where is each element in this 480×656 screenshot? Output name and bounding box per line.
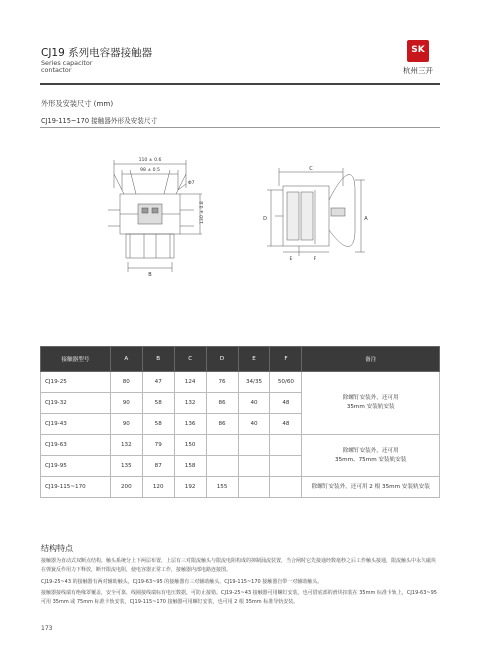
col-header-f: F xyxy=(270,347,302,372)
cell-a: 132 xyxy=(110,435,142,456)
cell-model: CJ19-32 xyxy=(41,393,111,414)
dim-phi7-label: Φ7 xyxy=(188,181,195,186)
cell-e xyxy=(238,456,270,477)
cell-e xyxy=(238,435,270,456)
subtitle-line-1: Series capacitor xyxy=(41,59,93,67)
cell-f xyxy=(270,477,302,498)
page-title: CJ19 系列电容器接触器 xyxy=(41,47,153,59)
cell-b: 58 xyxy=(142,414,174,435)
dim-110-label: 110 ± 0.6 xyxy=(138,158,162,163)
dim-d-label: D xyxy=(263,216,267,222)
cell-a: 135 xyxy=(110,456,142,477)
section-divider xyxy=(40,127,440,128)
table-header-row xyxy=(41,347,440,372)
logo-mark: SK xyxy=(407,40,429,62)
cell-b: 58 xyxy=(142,393,174,414)
cell-f: 48 xyxy=(270,414,302,435)
features-paragraph-2: CJ19-25~43 的接触器有两对辅助触头，CJ19-63~95 的接触器有三对辅助触头，CJ19-115~170 接触器自带一对辅助触头。 xyxy=(41,579,323,585)
brand-name: 杭州三开 xyxy=(403,66,433,75)
cell-f xyxy=(270,435,302,456)
col-header-model: 接触器型号 xyxy=(41,347,111,372)
table-row xyxy=(41,435,440,456)
dim-e-label: E xyxy=(289,257,293,262)
cell-b: 120 xyxy=(142,477,174,498)
cell-d: 76 xyxy=(206,372,238,393)
section-heading: 外形及安装尺寸 (mm) xyxy=(41,99,114,108)
dim-98-label: 98 ± 0.5 xyxy=(140,168,160,173)
cell-f xyxy=(270,456,302,477)
cell-c: 132 xyxy=(174,393,206,414)
cell-model: CJ19-63 xyxy=(41,435,111,456)
cell-c: 136 xyxy=(174,414,206,435)
col-header-a: A xyxy=(110,347,142,372)
page-number: 173 xyxy=(41,625,53,632)
dimension-table xyxy=(40,346,440,498)
cell-d xyxy=(206,456,238,477)
cell-d: 155 xyxy=(206,477,238,498)
cell-e xyxy=(238,477,270,498)
cell-f: 50/60 xyxy=(270,372,302,393)
dim-c-label: C xyxy=(309,166,313,172)
cell-d xyxy=(206,435,238,456)
cell-a: 80 xyxy=(110,372,142,393)
section-subheading: CJ19-115~170 接触器外形及安装尺寸 xyxy=(41,117,158,125)
cell-c: 158 xyxy=(174,456,206,477)
col-header-c: C xyxy=(174,347,206,372)
cell-model: CJ19-95 xyxy=(41,456,111,477)
cell-e: 40 xyxy=(238,414,270,435)
table-row xyxy=(41,372,440,393)
cell-c: 192 xyxy=(174,477,206,498)
brand-logo xyxy=(398,40,438,76)
cell-note-3: 除螺钉安装外，还可用 2 根 35mm 安装轨安装 xyxy=(302,477,440,498)
col-header-b: B xyxy=(142,347,174,372)
cell-f: 48 xyxy=(270,393,302,414)
cell-model: CJ19-115~170 xyxy=(41,477,111,498)
dim-b-label: B xyxy=(148,272,152,278)
cell-a: 200 xyxy=(110,477,142,498)
cell-e: 34/35 xyxy=(238,372,270,393)
cell-d: 86 xyxy=(206,414,238,435)
cell-model: CJ19-43 xyxy=(41,414,111,435)
dim-a-label: A xyxy=(364,216,368,222)
features-paragraph-1: 接触器为直动式双断点结构，触头系统分上下两层布置，上层有三对限流触头与限流电阻构成的抑制涌流装置，当合闸时它先接通经数毫秒之后工作触头接通，限流触头中永久磁块在弹簧反作用力下释放，断开限流电阻，使电容器正常工作，接触器内部电路连接图。 xyxy=(41,558,437,573)
dim-f-label: F xyxy=(313,257,317,262)
subtitle-line-2: contactor xyxy=(41,66,72,74)
top-view-drawing xyxy=(100,150,210,280)
cell-c: 124 xyxy=(174,372,206,393)
cell-c: 150 xyxy=(174,435,206,456)
cell-model: CJ19-25 xyxy=(41,372,111,393)
cell-b: 79 xyxy=(142,435,174,456)
cell-a: 90 xyxy=(110,414,142,435)
header-divider xyxy=(40,83,440,85)
cell-b: 47 xyxy=(142,372,174,393)
cell-d: 86 xyxy=(206,393,238,414)
features-heading: 结构特点 xyxy=(41,544,73,553)
cell-a: 90 xyxy=(110,393,142,414)
cell-note-2: 除螺钉安装外，还可用 35mm、75mm 安装轨安装 xyxy=(302,435,440,477)
col-header-e: E xyxy=(238,347,270,372)
features-paragraph-3: 接触器接线端有绝缘罩覆盖，安全可靠，线圈接线端标有电压数据，可防止接错。CJ19-25~43 接触器可用螺钉安装，也可借底部的滑块扣装在 35mm 标准卡轨上，CJ19-63~95 可用 35mm 或 75mm 标准卡轨安装，CJ19-115~170 接触器可用螺钉安装，也可用 2 根 35mm 标准导轨安装。 xyxy=(41,590,437,605)
table-row xyxy=(41,477,440,498)
dim-130-label: 130 ± 0.8 xyxy=(200,201,205,224)
cell-e: 40 xyxy=(238,393,270,414)
cell-b: 87 xyxy=(142,456,174,477)
col-header-notes: 备注 xyxy=(302,347,440,372)
cell-note-1: 除螺钉安装外，还可用 35mm 安装轨安装 xyxy=(302,372,440,435)
side-view-drawing xyxy=(255,160,370,270)
col-header-d: D xyxy=(206,347,238,372)
